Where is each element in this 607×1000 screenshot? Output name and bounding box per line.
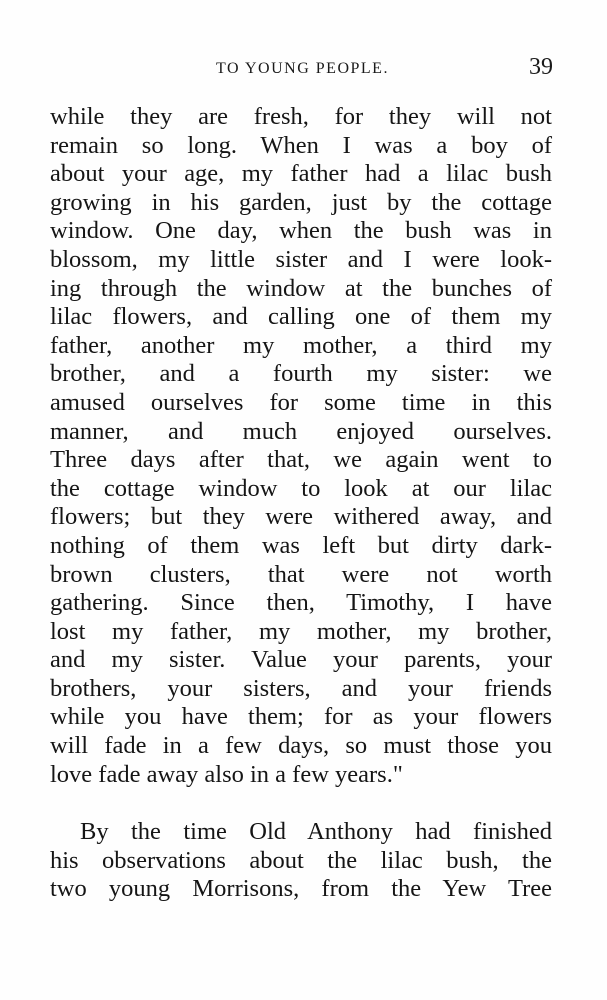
text-line: and my sister. Value your parents, your [50, 646, 552, 674]
text-line: lilac flowers, and calling one of them my [50, 303, 552, 331]
text-line: two young Morrisons, from the Yew Tree [50, 875, 552, 903]
text-line: about your age, my father had a lilac bush [50, 160, 552, 188]
text-line: blossom, my little sister and I were look- [50, 245, 552, 273]
text-line: will fade in a few days, so must those you [50, 732, 552, 760]
text-line: lost my father, my mother, my brother, [50, 617, 552, 645]
text-line: Three days after that, we again went to [50, 446, 552, 474]
text-line: remain so long. When I was a boy of [50, 131, 552, 159]
paragraph-2 [50, 818, 552, 904]
text-line: growing in his garden, just by the cottage [50, 188, 552, 216]
paragraph-1 [50, 103, 552, 789]
page-header [50, 54, 555, 84]
text-line: the cottage window to look at our lilac [50, 474, 552, 502]
page-number: 39 [529, 54, 553, 80]
text-line: flowers; but they were withered away, and [50, 503, 552, 531]
text-line: love fade away also in a few years." [50, 760, 403, 788]
text-line: ing through the window at the bunches of [50, 274, 552, 302]
text-line: his observations about the lilac bush, the [50, 846, 552, 874]
text-line: while they are fresh, for they will not [50, 103, 552, 130]
text-line: father, another my mother, a third my [50, 331, 552, 359]
text-line: window. One day, when the bush was in [50, 217, 552, 245]
text-line: brothers, your sisters, and your friends [50, 674, 552, 702]
text-line: nothing of them was left but dirty dark- [50, 531, 552, 559]
text-line: By the time Old Anthony had finished [80, 818, 552, 845]
text-line: brown clusters, that were not worth [50, 560, 552, 588]
running-head: TO YOUNG PEOPLE. [216, 60, 389, 77]
text-line: manner, and much enjoyed ourselves. [50, 417, 552, 445]
text-line: gathering. Since then, Timothy, I have [50, 589, 552, 617]
text-line: amused ourselves for some time in this [50, 388, 552, 416]
text-line: brother, and a fourth my sister: we [50, 360, 552, 388]
text-line: while you have them; for as your flowers [50, 703, 552, 731]
